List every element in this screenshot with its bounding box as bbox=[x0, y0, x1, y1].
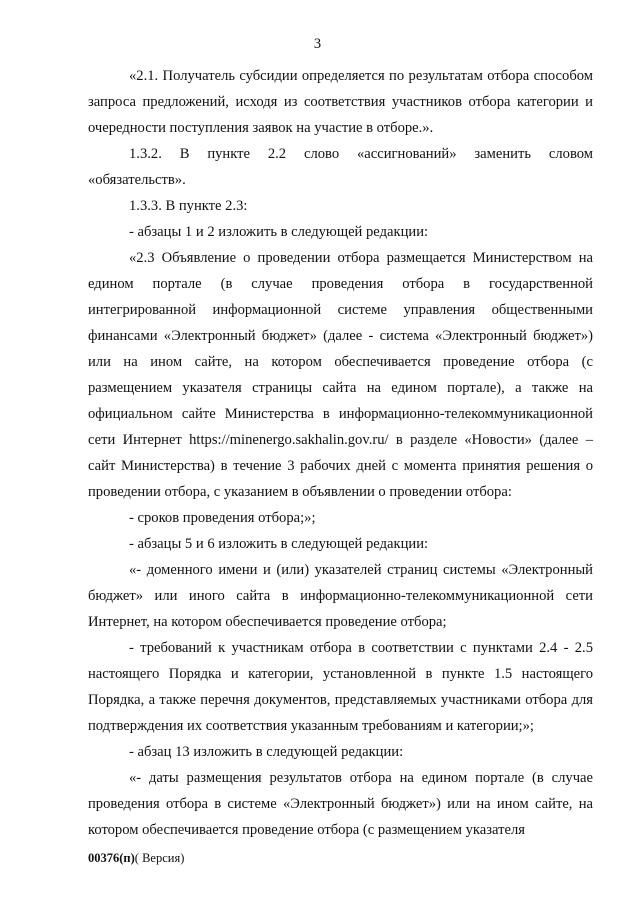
paragraph-paras-5-6: - абзацы 5 и 6 изложить в следующей редакции: bbox=[129, 536, 429, 552]
paragraph-results-date: «- даты размещения результатов отбора на едином портале (в случае проведения отбора в системе «Электронный бюджет») или на ином сайте, на котором обеспечивается проведение отбора (с размещением указателя bbox=[88, 770, 593, 838]
paragraph-2-1: «2.1. Получатель субсидии определяется по результатам отбора способом запроса предложений, исходя из соответствия участников отбора категории и очередности поступления заявок на участие в отборе.». bbox=[88, 68, 593, 136]
document-body bbox=[88, 63, 593, 843]
paragraph-paras-1-2: - абзацы 1 и 2 изложить в следующей редакции: bbox=[129, 224, 429, 240]
paragraph-2-3-announcement: «2.3 Объявление о проведении отбора размещается Министерством на едином портале (в случае проведения отбора в государственной интегрированной информационной системе управления общественными финансами «Электронный бюджет» (далее - система «Электронный бюджет») или на ином сайте, на котором обеспечивается проведение отбора (с размещением указателя страницы сайта на едином портале), а также на официальном сайте Министерства в информационно-телекоммуникационной сети Интернет https://minenergo.sakhalin.gov.ru/ в разделе «Новости» (далее – сайт Министерства) в течение 3 рабочих дней с момента принятия решения о проведении отбора, с указанием в объявлении о проведении отбора: bbox=[88, 250, 593, 500]
document-code: 00376(п) bbox=[88, 851, 135, 865]
paragraph-1-3-2: 1.3.2. В пункте 2.2 слово «ассигнований» заменить словом «обязательств». bbox=[88, 146, 593, 188]
paragraph-1-3-3: 1.3.3. В пункте 2.3: bbox=[129, 198, 248, 214]
page-number: 3 bbox=[313, 36, 322, 52]
paragraph-deadlines: - сроков проведения отбора;»; bbox=[129, 510, 316, 526]
paragraph-domain-name: «- доменного имени и (или) указателей страниц системы «Электронный бюджет» или иного сайта в информационно-телекоммуникационной сети Интернет, на котором обеспечивается проведение отбора; bbox=[88, 562, 593, 630]
document-version: ( Версия) bbox=[134, 851, 185, 865]
paragraph-requirements: - требований к участникам отбора в соответствии с пунктами 2.4 - 2.5 настоящего Порядка и категории, установленной в пункте 1.5 настоящего Порядка, а также перечня документов, представляемых участниками отбора для подтверждения их соответствия указанным требованиям и категории;»; bbox=[88, 640, 593, 734]
footer bbox=[88, 851, 184, 866]
paragraph-para-13: - абзац 13 изложить в следующей редакции: bbox=[129, 744, 404, 760]
